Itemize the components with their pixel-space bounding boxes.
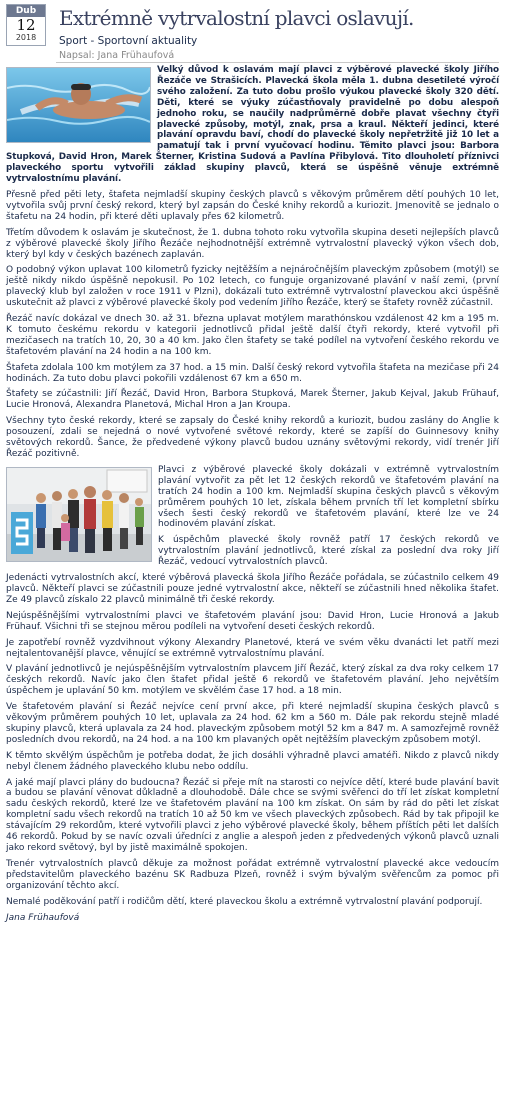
- article-paragraph: Štafety se zúčastnili: Jiří Řezáč, David Hron, Barbora Stupková, Marek Šterner, Jakub Kejval, Jakub Frühauf, Lucie Hronová, Alexandra Planetová, Michal Hron a Jan Kroupa.: [6, 389, 499, 411]
- date-day: 12: [16, 16, 36, 34]
- article-paragraph: Třetím důvodem k oslavám je skutečnost, že 1. dubna tohoto roku vytvořila skupina deseti nejlepších plavců z výběrové plavecké školy Jiřího Řezáče nejhodnotnější extrémně vytrvalostní plavecký výkon všech dob, který byl kdy v českých bazénech zaplaván.: [6, 227, 499, 260]
- article-paragraph: Řezáč navíc dokázal ve dnech 30. až 31. března uplavat motýlem marathónskou vzdálenost 42 km a 195 m. K tomuto českému rekordu v kategorii jednotlivců přidal ještě další čtyři rekordy, které vytvořil při mezičasech na tratích 10, 20, 30 a 40 km. Jako člen štafety se také podílel na vytvoření českého rekordu ve štafetovém plavání na 24 hodin a na 100 km.: [6, 314, 499, 357]
- article-signature: Jana Frühaufová: [6, 912, 80, 923]
- article-paragraph: Nemalé poděkování patří i rodičům dětí, které plaveckou školu a extrémně vytrvalostní plavání podporují.: [6, 896, 483, 907]
- article-paragraph: Ve štafetovém plavání si Řezáč nejvíce cení první akce, při které nejmladší skupina českých plavců s věkovým průměrem pouhých 10 let, uplavala za 24 hod. 62 km a 560 m. Dále pak rekordu stejně mladé skupiny plavců, která uplavala za 24 hod. plaveckým způsobem motýl 52 km a 847 m. A samozřejmě rovněž posledních dvou rekordů, na 24 hod. a na 100 km plavaných opět nejtěžším plaveckým způsobem motýl.: [6, 702, 499, 745]
- article-paragraph: Jedenácti vytrvalostních akcí, které výběrová plavecká škola Jiřího Řezáče pořádala, se zúčastnilo celkem 49 plavců. Někteří plavci se zúčastnili pouze jedné vytrvalostní akce, někteří se zúčastnili hned několika štafet. Ze 49 plavců získalo 22 plavců minimálně tři české rekordy.: [6, 573, 499, 605]
- date-year: 2018: [15, 33, 37, 42]
- team-photo: [6, 467, 152, 562]
- article-paragraph: Všechny tyto české rekordy, které se zapsaly do České knihy rekordů a kuriozit, budou zaslány do Anglie k posouzení, zdali se nejedná o nové vytvořené světové rekordy, které se zapíší do Guinnesovy knihy světových rekordů. Šance, že předvedené výkony plavců budou uznány světovými rekordy, vidí trenér Jiří Řezáč pozitivně.: [6, 416, 499, 459]
- header-divider: [56, 62, 499, 63]
- article-paragraph: V plavání jednotlivců je nejúspěšnějším vytrvalostním plavcem Jiří Řezáč, který získal za dva roky celkem 17 českých rekordů. Navíc jako člen štafet přidal ještě 6 rekordů ve štafetovém plavání. Jeho největším úspěchem je uplavání 50 km. motýlem ve skvělém čase 17 hod. a 18 min.: [6, 664, 499, 697]
- article-paragraph: Nejúspěšnějšími vytrvalostními plavci ve štafetovém plavání jsou: David Hron, Lucie Hronová a Jakub Frühauf. Všichni tři se stejnou měrou podíleli na vytvoření deseti českých rekordů.: [6, 610, 499, 632]
- date-month: Dub: [7, 5, 45, 17]
- article-paragraph: Štafeta zdolala 100 km motýlem za 37 hod. a 15 min. Další český rekord vytvořila štafeta na mezičase při 24 hodinách. Za tuto dobu plavci pokořili vzdálenost 67 km a 650 m.: [6, 362, 499, 384]
- article-paragraph: K těmto skvělým úspěchům je potřeba dodat, že jich dosáhli výhradně plavci amatéři. Nikdo z plavců nikdy nebyl členem žádného plaveckého klubu nebo oddílu.: [6, 750, 499, 772]
- swimmer-photo: [6, 67, 151, 143]
- article-author: Napsal: Jana Frühaufová: [59, 50, 175, 61]
- date-badge: [6, 4, 46, 46]
- article-paragraph: K úspěchům plavecké školy rovněž patří 17 českých rekordů ve vytrvalostním plavání jednotlivců, které získal za poslední dva roky Jiří Řezáč, vedoucí vytrvalostních plavců.: [158, 535, 499, 568]
- article-paragraph: O podobný výkon uplavat 100 kilometrů fyzicky nejtěžším a nejnáročnějším plaveckým způsobem (motýl) se ještě nikdy nikdo úspěšně nepokusil. Po 102 letech, co funguje organizované plavání v naší zemi, (první plavecký klub byl založen v roce 1911 v Plzni), dokázali tuto extrémně vytrvalostní plaveckou akci úspěšně uskutečnit až plavci z výběrové plavecké školy pod vedením Jiřího Řezáče, který se štafety rovněž zúčastnil.: [6, 265, 499, 309]
- article-paragraph: Trenér vytrvalostních plavců děkuje za možnost pořádat extrémně vytrvalostní plavecké akce vedoucím představitelům plaveckého bazénu SK Radbuza Plzeň, rovněž i svým bývalým svěřencům za pomoc při organizování těchto akcí.: [6, 858, 499, 891]
- article-title: Extrémně vytrvalostní plavci oslavují.: [59, 6, 414, 30]
- article-paragraph: Přesně před pěti lety, štafeta nejmladší skupiny českých plavců s věkovým průměrem dětí pouhých 10 let, vytvořila svůj první český rekord, který byl zapsán do České knihy rekordů a kuriozit. Jmenovitě se jednalo o štafetu na 24 hodin, při které děti uplavaly přes 62 kilometrů.: [6, 189, 499, 222]
- article-paragraph: A jaké mají plavci plány do budoucna? Řezáč si přeje mít na starosti co nejvíce dětí, které bude plavání bavit a budou se plavání věnovat důkladně a dlouhodobě. Dále chce se svými svěřenci do tří let získat kompletní sadu českých rekordů, které lze ve štafetovém plavání na 100 km získat. On sám by rád do pěti let získat kompletní sadu všech rekordů na tratích 10 až 50 km ve všech plaveckých způsobech. Rád by tak připojil ke stávajícím 29 rekordům, které vytvořili plavci z jeho výběrové plavecké školy, během příštích pěti let dalších 46 rekordů. Pokud by se navíc ozvali úředníci z anglie a alespoň jeden z předvedených výkonů plavců uznali jako rekord světový, byl by jistě maximálně spokojen.: [6, 777, 499, 853]
- article-paragraph: Je zapotřebí rovněž vyzdvihnout výkony Alexandry Planetové, která ve svém věku dvanácti let patří mezi nejtalentovanější plavce, věnující se extrémně vytrvalostnímu plavání.: [6, 637, 499, 659]
- article-body: [6, 65, 499, 923]
- article-category[interactable]: Sport - Sportovní aktuality: [59, 35, 198, 47]
- article-paragraph: Plavci z výběrové plavecké školy dokázali v extrémně vytrvalostním plavání vytvořit za pět let 12 českých rekordů ve štafetovém plavání na tratích 24 hodin a 100 km. Nejmladší skupina českých plavců s věkovým průměrem pouhých 10 let, získala během prvních tří let kompletní sbírku všech šesti český rekordů ve štafetovém plavání, které lze ve 24 hodinovém plavání získat.: [158, 464, 499, 530]
- article-lead: Velký důvod k oslavám mají plavci z výběrové plavecké školy Jiřího Řezáče ve Strašicích. Plavecká škola měla 1. dubna desetileté výročí svého založení. Za tuto dobu prošlo výukou plavecké školy 320 dětí. Děti, které se výuky zúčastňovaly pravidelně po dobu alespoň jednoho roku, se naučily nadprůměrně dobře plavat všechny čtyři plavecké způsoby, motýl, znak, prsa a kraul. Někteří jedinci, které plavání opravdu baví, chodí do plavecké školy nepřetržitě již 10 let a pamatují tak i první vyučovací hodinu. Těmito plavci jsou: Barbora Stupková, David Hron, Marek Šterner, Kristina Sudová a Pavlína Přibylová. Tito dlouholetí příznivci plaveckého sportu vytvořili základ skupiny plavců, která se úspěšně věnuje extrémně vytrvalostnímu plavání.: [6, 65, 499, 185]
